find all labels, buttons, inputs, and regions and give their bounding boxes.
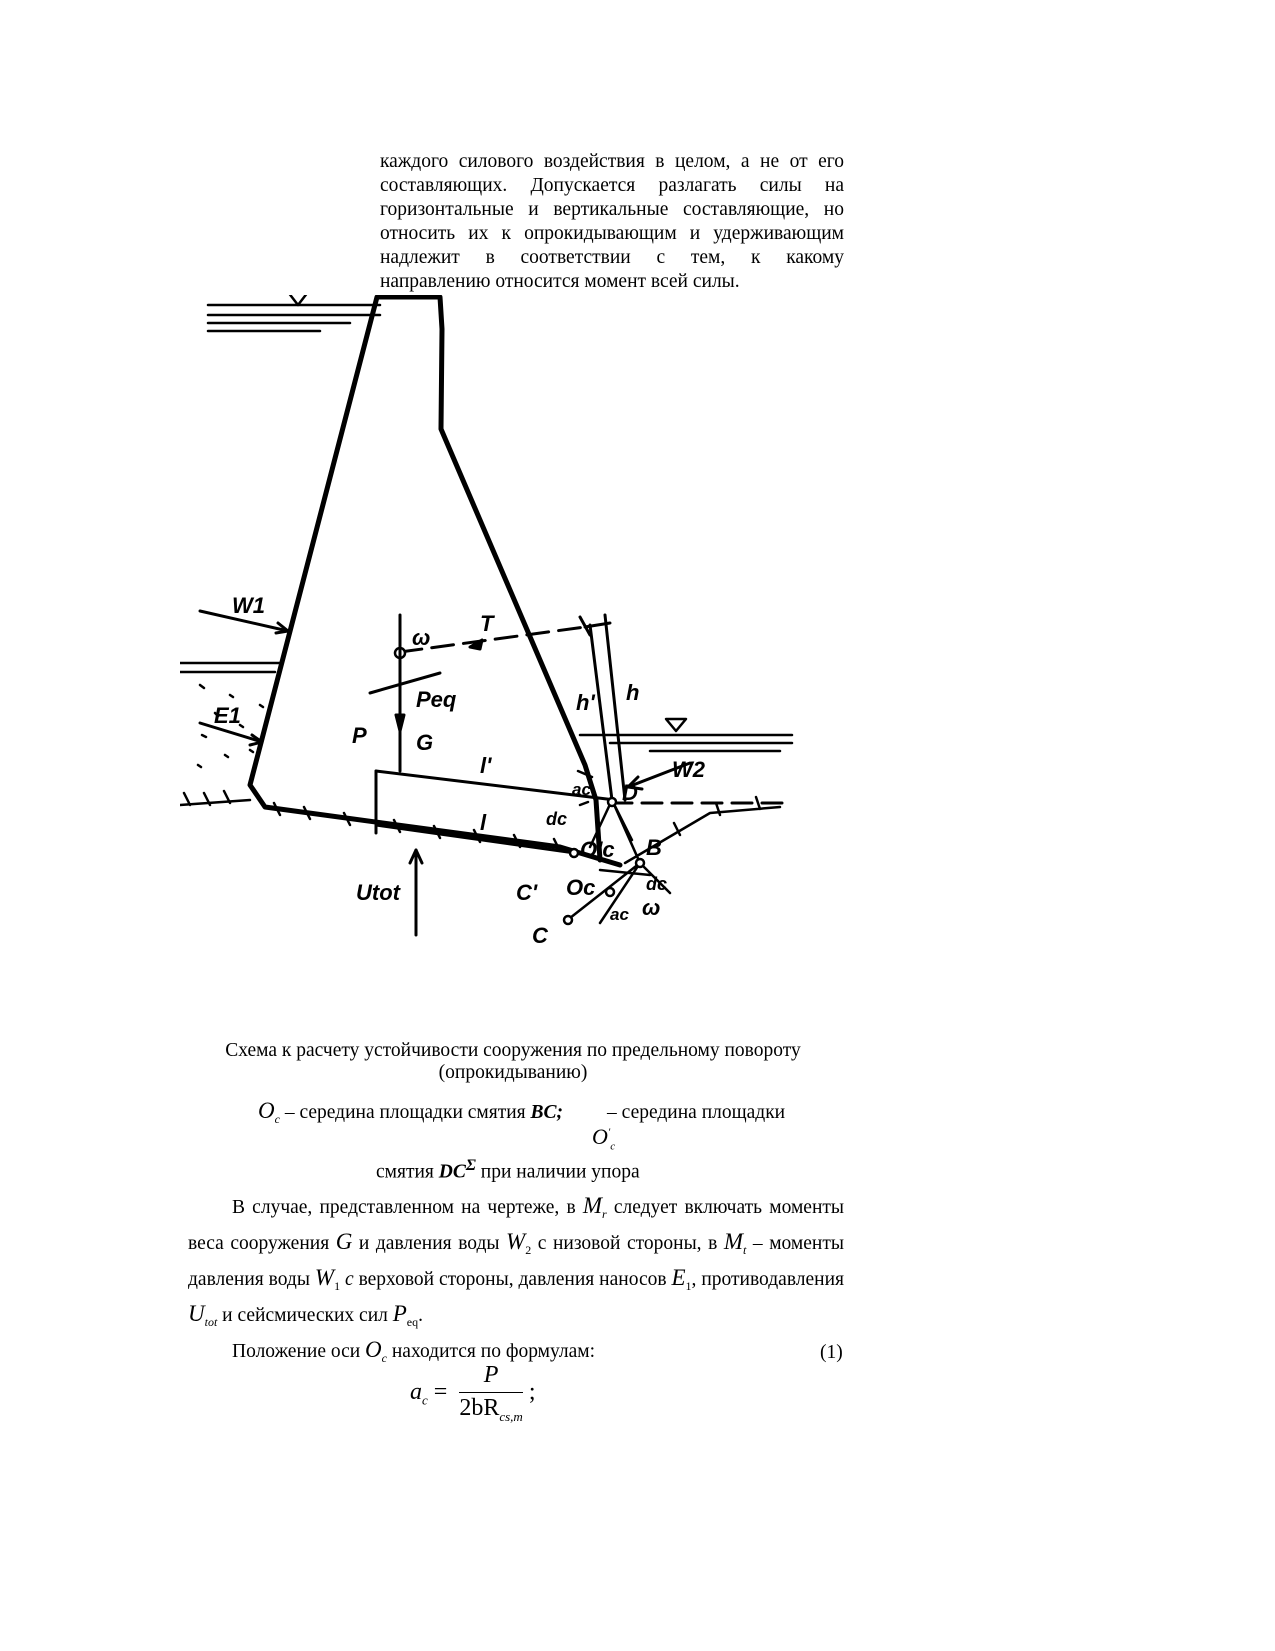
intro-line: горизонтальные и вертикальные составляющие, но	[380, 199, 844, 220]
p1-u-sub: tot	[204, 1314, 218, 1329]
label-dc: dc	[546, 809, 568, 829]
utot-arrow	[410, 850, 422, 935]
legend-text-1: – середина площадки смятия	[279, 1102, 531, 1123]
p2-text: находится по формулам:	[387, 1340, 596, 1362]
legend-oc-prime-letter: O	[592, 1124, 608, 1149]
intro-line: относить их к опрокидывающим и удерживающим	[380, 223, 844, 244]
intro-line: каждого силового воздействия в целом, а не от его	[380, 151, 844, 172]
label-h-prime: h'	[576, 690, 595, 715]
legend-line-2	[376, 1156, 640, 1184]
p1-text: с низовой стороны, в	[531, 1232, 724, 1254]
intro-paragraph	[380, 150, 844, 294]
p1-text: , противодавления	[691, 1268, 844, 1290]
legend-oc-sub: c	[274, 1111, 280, 1126]
legend-oc-prime-sub: c	[610, 1140, 616, 1153]
legend-text-2: – середина площадки	[607, 1102, 786, 1123]
label-p: P	[352, 723, 367, 748]
caption-line-2: (опрокидыванию)	[438, 1062, 588, 1083]
p1-text: – моменты давления воды	[188, 1232, 844, 1290]
label-utot: Utot	[356, 880, 400, 905]
label-e1: E1	[214, 703, 241, 728]
p1-g: G	[335, 1228, 353, 1254]
label-omega2: ω	[642, 895, 661, 920]
p1-text: и давления воды	[352, 1232, 507, 1254]
label-t: T	[480, 611, 494, 636]
p1-p-sub: eq	[406, 1314, 419, 1329]
label-c-prime: C'	[516, 880, 538, 905]
formula-tail: ;	[528, 1378, 536, 1405]
upstream-water	[208, 295, 380, 331]
p1-w1-sub: 1	[334, 1278, 341, 1293]
legend-dc: DC	[438, 1161, 466, 1183]
diagram-svg	[180, 295, 840, 1015]
formula-den-text: 2bR	[459, 1395, 500, 1421]
p1-text: В случае, представленном на чертеже, в	[232, 1197, 583, 1218]
label-w1: W1	[232, 593, 265, 618]
formula-ac	[410, 1362, 535, 1425]
label-w2: W2	[672, 757, 705, 782]
formula-lhs: a	[410, 1378, 422, 1405]
label-h: h	[626, 680, 640, 705]
p1-text: .	[418, 1304, 423, 1326]
p2-text: Положение оси	[232, 1340, 366, 1362]
p1-w2-sub: 2	[525, 1242, 532, 1257]
formula-lhs-sub: c	[422, 1392, 428, 1408]
figure-caption	[180, 1040, 846, 1084]
legend-oc-prime-sup: '	[607, 1126, 611, 1139]
label-ac2: ac	[610, 905, 629, 924]
label-l: l	[480, 810, 487, 835]
p1-text: верховой стороны, давления наносов	[353, 1268, 672, 1290]
label-peq: Peq	[416, 687, 457, 712]
label-omega: ω	[412, 625, 431, 650]
intro-line: составляющих. Допускается разлагать силы на	[380, 175, 844, 196]
legend-line-1	[258, 1098, 785, 1127]
dam-stability-diagram	[180, 295, 840, 1015]
formula-fraction	[459, 1362, 522, 1425]
p2-oc: O	[365, 1336, 382, 1362]
p1-text: с	[340, 1268, 354, 1290]
p1-mr: M	[582, 1193, 603, 1218]
legend-text-3: смятия	[376, 1161, 439, 1183]
p1-p: P	[392, 1300, 407, 1326]
label-b: B	[646, 835, 662, 860]
formula-equals: =	[433, 1378, 448, 1405]
formula-denominator	[459, 1393, 522, 1425]
p1-e1: E	[671, 1264, 686, 1290]
label-dc2: dc	[646, 874, 668, 894]
paragraph-1	[188, 1192, 844, 1336]
legend-text-4: при наличии упора	[475, 1161, 640, 1183]
label-oc: Oc	[566, 875, 596, 900]
p1-w1: W	[314, 1264, 335, 1290]
legend-oc: O	[258, 1098, 275, 1123]
formula-den-sub: cs,m	[499, 1408, 523, 1424]
p1-w2: W	[506, 1228, 526, 1254]
force-t-line	[400, 617, 610, 652]
p1-mt: M	[723, 1228, 744, 1254]
dam-outline	[250, 297, 620, 865]
formula-numerator: P	[459, 1362, 522, 1393]
p1-text: следует включать моменты веса сооружения	[188, 1197, 845, 1254]
p1-text: и сейсмических сил	[217, 1304, 393, 1326]
p2-oc-sub: c	[381, 1350, 387, 1365]
legend-bc: BC;	[530, 1102, 564, 1123]
caption-line-1: Схема к расчету устойчивости сооружения по предельному повороту	[225, 1040, 801, 1061]
p1-e1-sub: 1	[685, 1278, 692, 1293]
label-ac: ac	[572, 780, 591, 799]
label-l-prime: l'	[480, 753, 492, 778]
intro-line: надлежит в соответствии с тем, к какому	[380, 247, 844, 268]
label-d: D	[622, 780, 638, 805]
body-text	[188, 1192, 844, 1371]
p1-u: U	[188, 1300, 205, 1326]
intro-line: направлению относится момент всей силы.	[380, 271, 740, 292]
p1-mt-sub: t	[743, 1242, 747, 1257]
label-oc-prime: O'c	[580, 837, 615, 862]
label-g: G	[416, 730, 434, 755]
label-c: C	[532, 923, 548, 948]
legend-sigma: Σ	[465, 1156, 476, 1174]
p1-mr-sub: r	[602, 1206, 607, 1221]
legend-oc-prime	[592, 1124, 615, 1152]
downstream-water	[580, 719, 792, 751]
equation-number: (1)	[820, 1342, 843, 1363]
